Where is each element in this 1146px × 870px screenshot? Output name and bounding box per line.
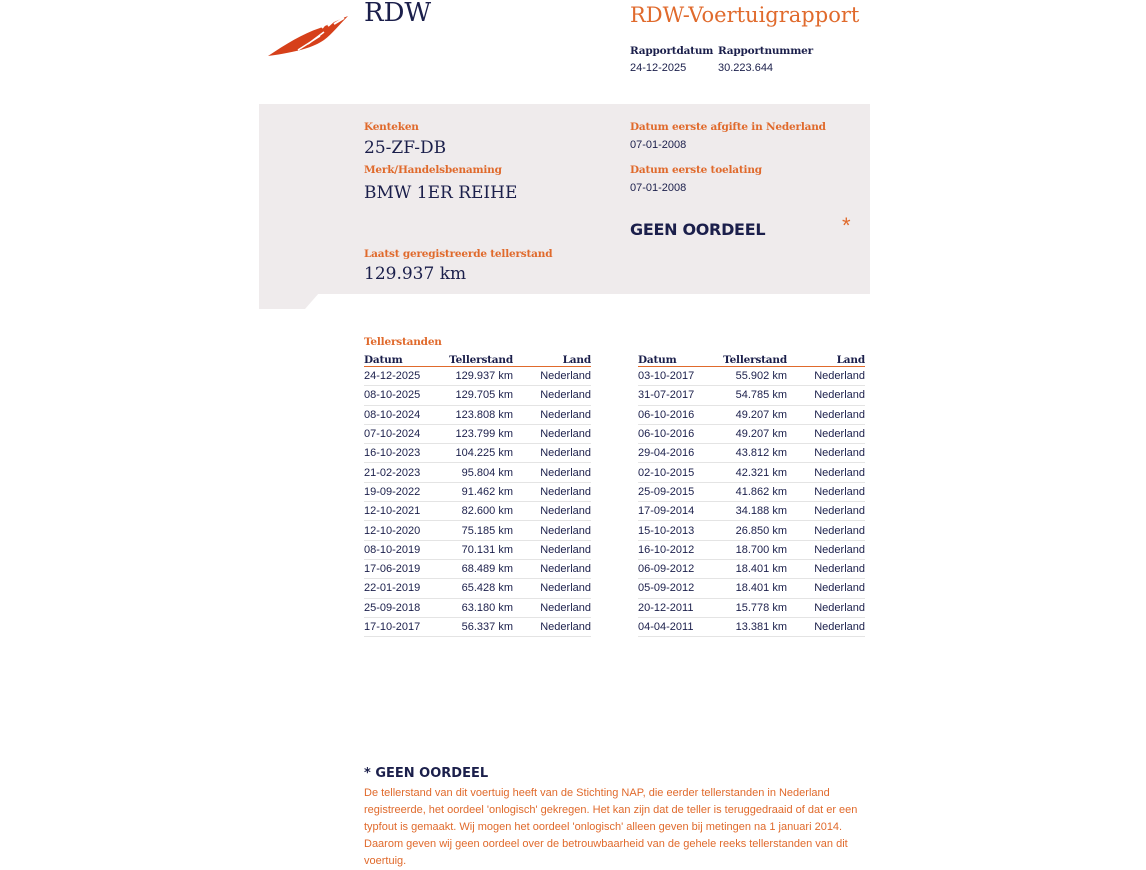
row-datum: 17-09-2014 [638,502,720,521]
panel-tab [259,293,319,309]
row-tellerstand: 49.207 km [720,424,787,443]
table-row [364,617,591,636]
verdict-text: GEEN OORDEEL [630,220,766,239]
afgifte-label: Datum eerste afgifte in Nederland [630,121,826,133]
row-datum: 25-09-2015 [638,482,720,501]
row-tellerstand: 65.428 km [446,579,513,598]
table-row [364,386,591,405]
row-datum: 04-04-2011 [638,617,720,636]
row-datum: 17-10-2017 [364,617,446,636]
table-row [638,502,865,521]
table-row [364,502,591,521]
row-datum: 03-10-2017 [638,367,720,386]
rapportnummer-value: 30.223.644 [718,62,774,74]
row-land: Nederland [513,405,591,424]
row-land: Nederland [513,463,591,482]
table-row [364,559,591,578]
row-datum: 12-10-2021 [364,502,446,521]
row-tellerstand: 56.337 km [446,617,513,636]
tellerstanden-title: Tellerstanden [364,336,442,348]
row-datum: 08-10-2025 [364,386,446,405]
row-tellerstand: 68.489 km [446,559,513,578]
row-tellerstand: 91.462 km [446,482,513,501]
row-datum: 15-10-2013 [638,521,720,540]
row-land: Nederland [513,482,591,501]
table-row [638,444,865,463]
row-land: Nederland [787,521,865,540]
report-title: RDW-Voertuigrapport [630,3,860,27]
rapportnummer-label: Rapportnummer [718,45,813,57]
toelating-value: 07-01-2008 [630,182,687,194]
row-land: Nederland [787,424,865,443]
row-land: Nederland [513,444,591,463]
row-tellerstand: 123.799 km [446,424,513,443]
row-datum: 08-10-2024 [364,405,446,424]
row-tellerstand: 13.381 km [720,617,787,636]
row-tellerstand: 43.812 km [720,444,787,463]
row-land: Nederland [513,617,591,636]
table-row [364,405,591,424]
table-row [364,444,591,463]
row-tellerstand: 54.785 km [720,386,787,405]
row-land: Nederland [787,444,865,463]
row-datum: 06-10-2016 [638,424,720,443]
table-row [364,540,591,559]
table-row [638,482,865,501]
footnote-title: * GEEN OORDEEL [364,766,489,781]
row-datum: 02-10-2015 [638,463,720,482]
row-land: Nederland [513,367,591,386]
row-datum: 17-06-2019 [364,559,446,578]
rdw-logo-icon [268,14,352,58]
row-land: Nederland [513,521,591,540]
table-row [638,424,865,443]
row-land: Nederland [787,367,865,386]
row-land: Nederland [513,598,591,617]
row-tellerstand: 49.207 km [720,405,787,424]
tellerstanden-table-right [638,353,865,637]
table-row [638,579,865,598]
row-land: Nederland [513,386,591,405]
table-row [364,482,591,501]
merk-label: Merk/Handelsbenaming [364,164,502,176]
row-land: Nederland [787,540,865,559]
laatste-tellerstand-value: 129.937 km [364,264,467,284]
row-tellerstand: 129.937 km [446,367,513,386]
row-datum: 19-09-2022 [364,482,446,501]
row-land: Nederland [787,579,865,598]
row-tellerstand: 18.401 km [720,559,787,578]
row-datum: 12-10-2020 [364,521,446,540]
row-tellerstand: 123.808 km [446,405,513,424]
row-land: Nederland [787,598,865,617]
table-row [638,463,865,482]
afgifte-value: 07-01-2008 [630,139,687,151]
row-land: Nederland [513,559,591,578]
table-row [638,367,865,386]
table-row [638,386,865,405]
row-land: Nederland [513,502,591,521]
table-row [364,424,591,443]
row-land: Nederland [513,579,591,598]
row-land: Nederland [787,463,865,482]
row-tellerstand: 15.778 km [720,598,787,617]
row-land: Nederland [787,617,865,636]
row-land: Nederland [513,424,591,443]
table-row [364,367,591,386]
table-row [364,521,591,540]
row-datum: 21-02-2023 [364,463,446,482]
row-tellerstand: 42.321 km [720,463,787,482]
rapportdatum-label: Rapportdatum [630,45,714,57]
table-row [638,540,865,559]
table-row [638,521,865,540]
row-datum: 16-10-2012 [638,540,720,559]
col-datum: Datum [638,353,720,367]
row-tellerstand: 34.188 km [720,502,787,521]
row-land: Nederland [787,482,865,501]
row-datum: 05-09-2012 [638,579,720,598]
col-land: Land [513,353,591,367]
toelating-label: Datum eerste toelating [630,164,762,176]
row-tellerstand: 18.700 km [720,540,787,559]
row-datum: 20-12-2011 [638,598,720,617]
kenteken-value: 25-ZF-DB [364,138,447,158]
row-tellerstand: 75.185 km [446,521,513,540]
row-tellerstand: 26.850 km [720,521,787,540]
footnote-text: De tellerstand van dit voertuig heeft van de Stichting NAP, die eerder tellerstanden in Nederland registreerde, het oordeel 'onlogisch' gekregen. Het kan zijn dat de teller is teruggedraaid of dat er een typfout is gemaakt. Wij mogen het oordeel 'onlogisch' alleen geven bij metingen na 1 januari 2014. Daarom geven wij geen oordeel over de betrouwbaarheid van de gehele reeks tellerstanden van dit voertuig. [364,787,858,867]
row-datum: 06-09-2012 [638,559,720,578]
table-row [364,463,591,482]
row-tellerstand: 104.225 km [446,444,513,463]
row-datum: 08-10-2019 [364,540,446,559]
col-tellerstand: Tellerstand [446,353,513,367]
row-land: Nederland [787,386,865,405]
row-tellerstand: 55.902 km [720,367,787,386]
row-tellerstand: 82.600 km [446,502,513,521]
tellerstanden-table-left [364,353,591,637]
row-datum: 16-10-2023 [364,444,446,463]
rapportdatum-value: 24-12-2025 [630,62,687,74]
logo-text: RDW [364,0,432,28]
row-datum: 29-04-2016 [638,444,720,463]
row-datum: 22-01-2019 [364,579,446,598]
row-tellerstand: 18.401 km [720,579,787,598]
table-row [638,559,865,578]
laatste-tellerstand-label: Laatst geregistreerde tellerstand [364,248,553,260]
table-row [364,579,591,598]
col-tellerstand: Tellerstand [720,353,787,367]
row-land: Nederland [787,559,865,578]
row-datum: 07-10-2024 [364,424,446,443]
row-tellerstand: 70.131 km [446,540,513,559]
verdict-asterisk: * [842,213,851,238]
merk-value: BMW 1ER REIHE [364,183,518,203]
row-land: Nederland [513,540,591,559]
col-datum: Datum [364,353,446,367]
col-land: Land [787,353,865,367]
row-tellerstand: 63.180 km [446,598,513,617]
table-row [638,405,865,424]
row-tellerstand: 95.804 km [446,463,513,482]
row-tellerstand: 41.862 km [720,482,787,501]
row-land: Nederland [787,502,865,521]
table-row [638,598,865,617]
table-row [638,617,865,636]
row-land: Nederland [787,405,865,424]
row-datum: 06-10-2016 [638,405,720,424]
row-datum: 25-09-2018 [364,598,446,617]
kenteken-label: Kenteken [364,121,419,133]
table-row [364,598,591,617]
row-tellerstand: 129.705 km [446,386,513,405]
row-datum: 24-12-2025 [364,367,446,386]
row-datum: 31-07-2017 [638,386,720,405]
